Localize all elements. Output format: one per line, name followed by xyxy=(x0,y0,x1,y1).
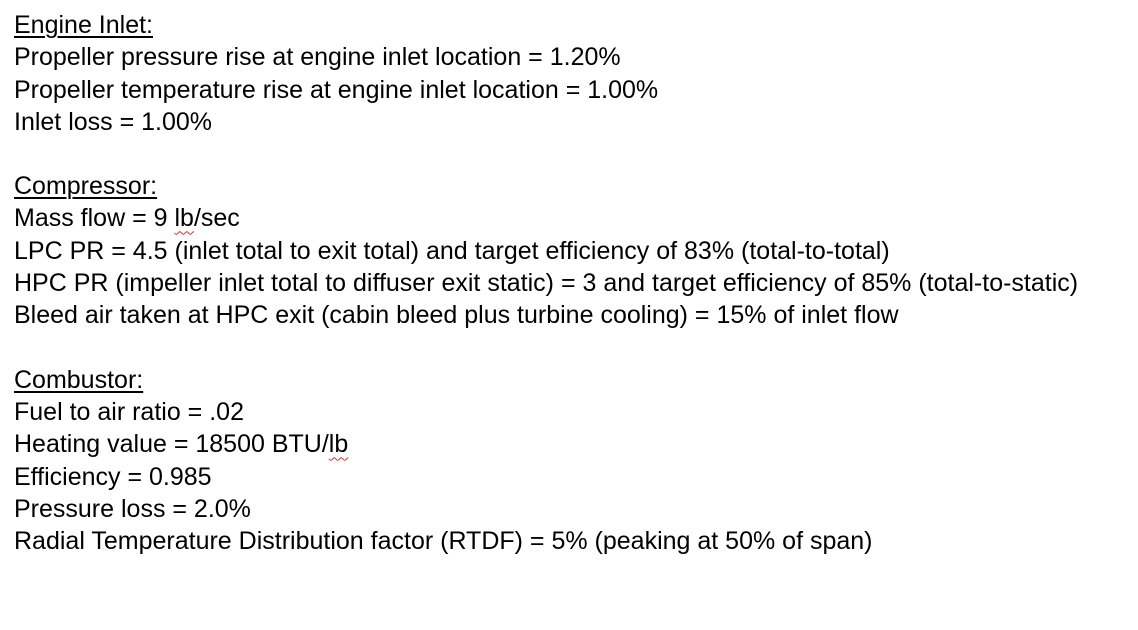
lpc-pr-line: LPC PR = 4.5 (inlet total to exit total) and target efficiency of 83% (total-to-total) xyxy=(14,236,890,265)
hpc-pr-line: HPC PR (impeller inlet total to diffuser exit static) = 3 and target efficiency of 85% (total-to-static) xyxy=(14,269,1079,298)
fuel-to-air-ratio-line: Fuel to air ratio = .02 xyxy=(14,397,244,426)
heating-value-line xyxy=(14,428,1124,460)
efficiency-line: Efficiency = 0.985 xyxy=(14,462,212,491)
section-heading-engine-inlet: Engine Inlet: xyxy=(14,11,153,39)
section-heading-compressor: Compressor: xyxy=(14,172,158,201)
spellcheck-flagged-word[interactable]: lb xyxy=(328,430,349,459)
mass-flow-unit-suffix: /sec xyxy=(193,204,240,233)
rtdf-line: Radial Temperature Distribution factor (RTDF) = 5% (peaking at 50% of span) xyxy=(14,527,873,556)
section-compressor xyxy=(14,170,1124,331)
spellcheck-flagged-word[interactable]: lb xyxy=(174,204,194,233)
pressure-loss-line: Pressure loss = 2.0% xyxy=(14,494,251,523)
inlet-loss-line: Inlet loss = 1.00% xyxy=(14,107,213,136)
bleed-air-line: Bleed air taken at HPC exit (cabin bleed plus turbine cooling) = 15% of inlet flow xyxy=(14,301,899,330)
heating-value-text: Heating value = 18500 BTU/ xyxy=(14,430,329,459)
mass-flow-text: Mass flow = 9 xyxy=(14,204,175,233)
section-engine-inlet xyxy=(14,9,1124,138)
document-body xyxy=(14,9,1124,557)
mass-flow-line xyxy=(14,202,1124,234)
propeller-pressure-rise-line: Propeller pressure rise at engine inlet location = 1.20% xyxy=(14,43,621,72)
section-heading-combustor: Combustor: xyxy=(14,365,144,394)
section-combustor xyxy=(14,364,1124,558)
propeller-temperature-rise-line: Propeller temperature rise at engine inlet location = 1.00% xyxy=(14,75,659,104)
